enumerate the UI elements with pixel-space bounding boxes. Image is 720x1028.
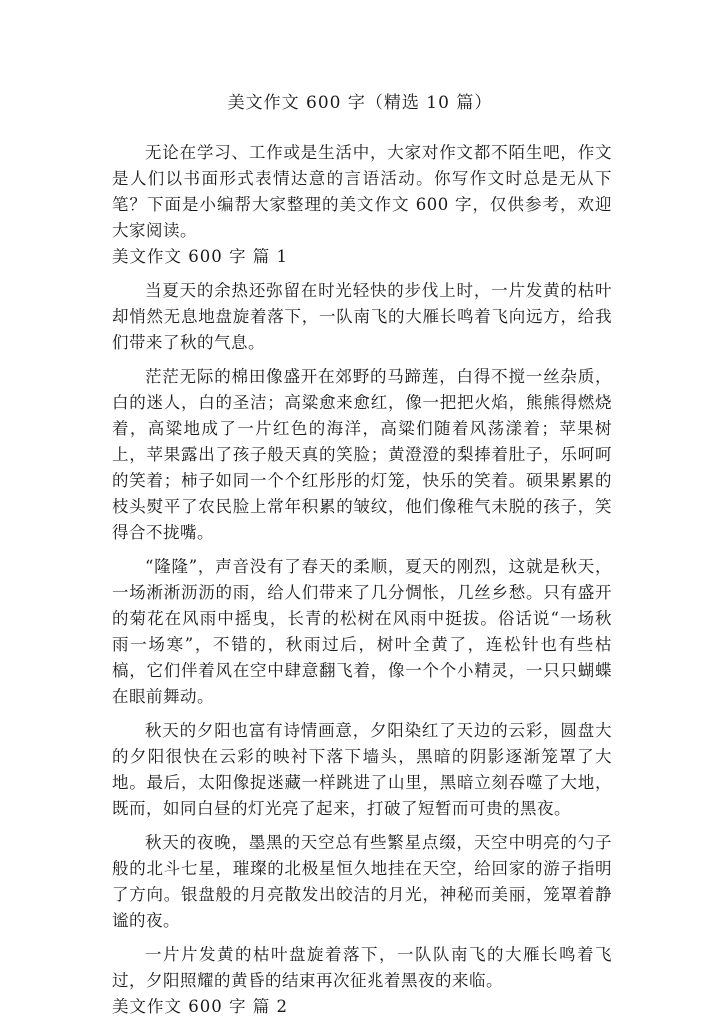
section-heading-2: 美文作文 600 字 篇 2 [112, 997, 288, 1016]
paragraph-3: “隆隆”，声音没有了春天的柔顺，夏天的刚烈，这就是秋天，一场淅淅沥沥的雨，给人们带来了几分惆怅，几丝乡愁。只有盛开的菊花在风雨中摇曳，长青的松树在风雨中挺拔。俗话说“一场秋雨一场寒”，不错的，秋雨过后，树叶全黄了，连松针也有些枯槁，它们伴着风在空中肆意翻飞着，像一个个小精灵，一只只蝴蝶在眼前舞动。 [112, 557, 612, 706]
paragraph-6: 一片片发黄的枯叶盘旋着落下，一队队南飞的大雁长鸣着飞过，夕阳照耀的黄昏的结束再次征兆着黑夜的来临。 [112, 945, 612, 990]
paragraph-4: 秋天的夕阳也富有诗情画意，夕阳染红了天边的云彩，圆盘大的夕阳很快在云彩的映衬下落下墙头，黑暗的阴影逐渐笼罩了大地。最后，太阳像捉迷藏一样跳进了山里，黑暗立刻吞噬了大地，既而，如同白昼的灯光亮了起来，打破了短暂而可贵的黑夜。 [112, 721, 612, 818]
paragraph-2: 茫茫无际的棉田像盛开在郊野的马蹄莲，白得不搅一丝杂质，白的迷人，白的圣洁；高粱愈来愈红，像一把把火焰，熊熊得燃烧着，高粱地成了一片红色的海洋，高粱们随着风荡漾着；苹果树上，苹果露出了孩子般天真的笑脸；黄澄澄的梨捧着肚子，乐呵呵的笑着；柿子如同一个个红彤彤的灯笼，快乐的笑着。硕果累累的枝头熨平了农民脸上常年积累的皱纹，他们像稚气未脱的孩子，笑得合不拢嘴。 [112, 367, 612, 542]
paragraph-1: 当夏天的余热还弥留在时光轻快的步伐上时，一片发黄的枯叶却悄然无息地盘旋着落下，一队南飞的大雁长鸣着飞向远方，给我们带来了秋的气息。 [112, 281, 612, 352]
document-body [112, 140, 612, 1028]
document-title: 美文作文 600 字（精选 10 篇） [227, 93, 493, 113]
paragraph-5: 秋天的夜晚，墨黑的天空总有些繁星点缀，天空中明亮的勺子般的北斗七星，璀璨的北极星恒久地挂在天空，给回家的游子指明了方向。银盘般的月亮散发出皎洁的月光，神秘而美丽，笼罩着静谧的夜。 [112, 833, 612, 930]
intro-paragraph: 无论在学习、工作或是生活中，大家对作文都不陌生吧，作文是人们以书面形式表情达意的言语活动。你写作文时总是无从下笔？下面是小编帮大家整理的美文作文 600 字，仅供参考，欢迎大家阅读。 [112, 143, 612, 240]
section-heading-1: 美文作文 600 字 篇 1 [112, 247, 288, 266]
